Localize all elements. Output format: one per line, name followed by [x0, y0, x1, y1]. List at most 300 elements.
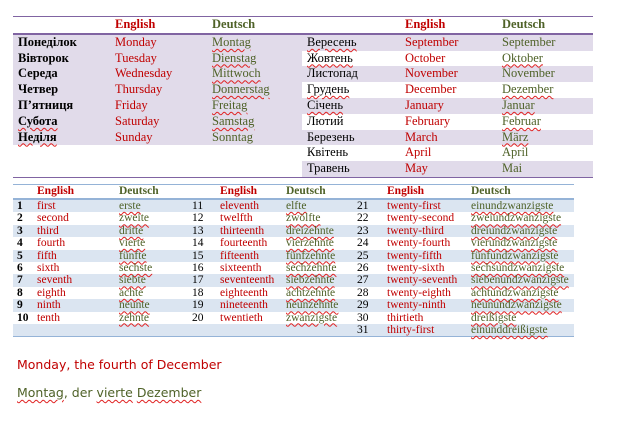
cell-en-day: [110, 145, 207, 161]
cell-n3: [353, 199, 383, 212]
cell-text: 18: [192, 286, 204, 299]
cell-text: sechste: [119, 262, 153, 275]
cell-en-month: [400, 82, 497, 98]
header-english-2: English: [216, 185, 282, 200]
cell-text: Tuesday: [115, 50, 157, 65]
cell-text: Donnerstag: [212, 82, 270, 97]
table-row: [13, 274, 574, 286]
table-row: [13, 34, 593, 51]
cell-text: vierundzwanzigste: [471, 237, 558, 250]
cell-text: Жовтень: [307, 50, 353, 65]
cell-text: Середа: [18, 66, 58, 81]
cell-text: 29: [357, 299, 369, 312]
table-header-row: [13, 185, 574, 200]
table-row: [13, 324, 574, 337]
cell-text: neunundzwanzigste: [471, 299, 562, 312]
cell-text: November: [502, 66, 555, 81]
cell-text: March: [405, 129, 438, 144]
cell-de3: [467, 274, 574, 286]
cell-en1: [33, 212, 115, 224]
header-english-3: English: [383, 185, 467, 200]
cell-text: zweite: [119, 212, 150, 225]
cell-en-day: [110, 161, 207, 177]
cell-ua-month: [302, 114, 400, 130]
cell-text: neunte: [119, 299, 150, 312]
cell-de2: [282, 287, 353, 299]
cell-de1: [115, 299, 188, 311]
cell-text: 4: [17, 237, 23, 250]
cell-n1: [13, 274, 33, 286]
cell-text: 2: [17, 212, 23, 225]
cell-text: tenth: [37, 311, 60, 324]
cell-de1: [115, 312, 188, 324]
header-english: English: [110, 17, 207, 34]
cell-ua-day: [13, 145, 110, 161]
cell-ua-month: [302, 66, 400, 82]
cell-text: 14: [192, 237, 204, 250]
cell-en3: [383, 274, 467, 286]
cell-de1: [115, 225, 188, 237]
cell-n3: [353, 324, 383, 337]
cell-text: first: [37, 200, 56, 212]
cell-n3: [353, 287, 383, 299]
cell-text: 22: [357, 212, 369, 225]
cell-de1: [115, 237, 188, 249]
cell-ua-month: [302, 98, 400, 114]
cell-n3: [353, 312, 383, 324]
cell-en2: [216, 212, 282, 224]
cell-en3: [383, 250, 467, 262]
cell-text: twenty-seventh: [387, 274, 458, 287]
cell-de-day: [207, 130, 302, 146]
cell-text: Monday: [115, 34, 157, 49]
cell-de-month: [497, 145, 593, 161]
cell-en2: [216, 262, 282, 274]
cell-n2: [188, 324, 216, 337]
cell-text: März: [502, 129, 529, 144]
cell-en2: [216, 237, 282, 249]
cell-text: Friday: [115, 97, 148, 112]
cell-de2: [282, 250, 353, 262]
cell-en-day: [110, 34, 207, 51]
cell-de3: [467, 312, 574, 324]
cell-text: sixth: [37, 262, 60, 275]
cell-text: zwölfte: [286, 212, 321, 225]
cell-text: seventeenth: [220, 274, 275, 287]
cell-text: 28: [357, 286, 369, 299]
cell-text: siebte: [119, 274, 146, 287]
cell-en1: [33, 312, 115, 324]
cell-en-day: [110, 130, 207, 146]
cell-text: 16: [192, 262, 204, 275]
cell-de2: [282, 312, 353, 324]
cell-text: thirty-first: [387, 324, 435, 337]
table-row: [13, 82, 593, 98]
cell-text: Четвер: [18, 82, 59, 97]
cell-n1: [13, 237, 33, 249]
cell-text: twelfth: [220, 212, 253, 225]
cell-text: 30: [357, 311, 369, 324]
cell-text: 15: [192, 249, 204, 262]
cell-text: Wednesday: [115, 66, 173, 81]
cell-ua-day: [13, 82, 110, 98]
cell-text: twenty-fifth: [387, 249, 442, 262]
cell-text: sechsundzwanzigste: [471, 262, 565, 275]
cell-text: 25: [357, 249, 369, 262]
cell-text: Januar: [502, 97, 535, 112]
cell-n1: [13, 212, 33, 224]
cell-text: 10: [17, 311, 29, 324]
cell-de3: [467, 287, 574, 299]
cell-text: Понеділок: [18, 34, 77, 49]
table-row: [13, 98, 593, 114]
cell-de2: [282, 237, 353, 249]
cell-ua-month: [302, 145, 400, 161]
cell-de2: [282, 212, 353, 224]
cell-de-day: [207, 161, 302, 177]
cell-ua-day: [13, 51, 110, 67]
cell-n2: [188, 237, 216, 249]
cell-text: 13: [192, 224, 204, 237]
cell-n2: [188, 199, 216, 212]
cell-en2: [216, 324, 282, 337]
cell-de1: [115, 212, 188, 224]
cell-de-month: [497, 98, 593, 114]
cell-de-month: [497, 130, 593, 146]
cell-de-month: [497, 34, 593, 51]
cell-text: April: [502, 145, 529, 160]
cell-text: fünfte: [119, 249, 147, 262]
cell-de2: [282, 274, 353, 286]
cell-text: achtundzwanzigste: [471, 286, 559, 299]
cell-de2: [282, 199, 353, 212]
cell-de1: [115, 262, 188, 274]
cell-text: October: [405, 50, 446, 65]
cell-text: fourteenth: [220, 237, 268, 250]
table-row: [13, 66, 593, 82]
cell-n2: [188, 299, 216, 311]
cell-de-month: [497, 114, 593, 130]
cell-text: 17: [192, 274, 204, 287]
cell-text: September: [405, 34, 459, 49]
cell-n3: [353, 274, 383, 286]
cell-de-month: [497, 66, 593, 82]
cell-text: November: [405, 66, 458, 81]
cell-n3: [353, 250, 383, 262]
cell-de1: [115, 287, 188, 299]
cell-de-month: [497, 51, 593, 67]
cell-n2: [188, 312, 216, 324]
table-row: [13, 212, 574, 224]
cell-text: 20: [192, 311, 204, 324]
cell-n2: [188, 274, 216, 286]
cell-en3: [383, 199, 467, 212]
cell-text: ninth: [37, 299, 61, 312]
cell-text: 9: [17, 299, 23, 312]
cell-text: zwanzigste: [286, 311, 338, 324]
cell-text: siebzehnte: [286, 274, 335, 287]
cell-text: sixteenth: [220, 262, 262, 275]
cell-text: Mittwoch: [212, 66, 261, 81]
cell-n2: [188, 262, 216, 274]
cell-text: 26: [357, 262, 369, 275]
cell-text: Thursday: [115, 82, 163, 97]
table-row: [13, 312, 574, 324]
cell-en2: [216, 225, 282, 237]
cell-de3: [467, 212, 574, 224]
cell-de-day: [207, 34, 302, 51]
cell-text: 24: [357, 237, 369, 250]
cell-de-month: [497, 161, 593, 177]
cell-text: twenty-first: [387, 200, 441, 212]
cell-n1: [13, 299, 33, 311]
cell-text: 31: [357, 324, 369, 337]
cell-n2: [188, 225, 216, 237]
cell-de3: [467, 324, 574, 337]
cell-en1: [33, 250, 115, 262]
cell-n2: [188, 287, 216, 299]
cell-en1: [33, 225, 115, 237]
cell-de3: [467, 250, 574, 262]
cell-text: Dienstag: [212, 50, 257, 65]
cell-de1: [115, 324, 188, 337]
cell-text: Freitag: [212, 97, 248, 112]
cell-text: siebenundzwanzigste: [471, 274, 569, 287]
header-deutsch-months: Deutsch: [497, 17, 593, 34]
cell-de-month: [497, 82, 593, 98]
cell-text: fourth: [37, 237, 66, 250]
cell-en1: [33, 199, 115, 212]
cell-en-month: [400, 66, 497, 82]
cell-text: vierzehnte: [286, 237, 334, 250]
table-row: [13, 199, 574, 212]
cell-en-day: [110, 66, 207, 82]
cell-text: 7: [17, 274, 23, 287]
cell-en2: [216, 250, 282, 262]
cell-de-day: [207, 145, 302, 161]
cell-text: 8: [17, 286, 23, 299]
cell-text: Februar: [502, 113, 541, 128]
table-row: [13, 299, 574, 311]
cell-en3: [383, 312, 467, 324]
table-row: [13, 250, 574, 262]
header-deutsch-2: Deutsch: [282, 185, 353, 200]
cell-en2: [216, 312, 282, 324]
cell-text: fünfundzwanzigste: [471, 249, 559, 262]
cell-text: Березень: [307, 129, 355, 144]
cell-ua-month: [302, 161, 400, 177]
cell-text: fifteenth: [220, 249, 259, 262]
cell-text: achte: [119, 286, 144, 299]
header-english-months: English: [400, 17, 497, 34]
word-montag: Montag: [17, 385, 64, 400]
header-deutsch-1: Deutsch: [115, 185, 188, 200]
cell-n1: [13, 324, 33, 337]
cell-de-day: [207, 66, 302, 82]
cell-ua-month: [302, 130, 400, 146]
cell-en2: [216, 299, 282, 311]
cell-de3: [467, 299, 574, 311]
cell-text: elfte: [286, 200, 307, 212]
cell-en3: [383, 212, 467, 224]
cell-n3: [353, 212, 383, 224]
cell-text: dreißigste: [471, 311, 517, 324]
cell-text: 23: [357, 224, 369, 237]
cell-en3: [383, 299, 467, 311]
cell-text: December: [405, 82, 457, 97]
cell-text: third: [37, 224, 59, 237]
cell-de2: [282, 262, 353, 274]
table-row: [13, 114, 593, 130]
cell-de-day: [207, 82, 302, 98]
example-sentence-deutsch: [17, 385, 201, 400]
cell-en-month: [400, 161, 497, 177]
header-deutsch-3: Deutsch: [467, 185, 574, 200]
cell-n1: [13, 250, 33, 262]
cell-de2: [282, 324, 353, 337]
cell-text: twenty-second: [387, 212, 455, 225]
cell-de3: [467, 199, 574, 212]
cell-de-day: [207, 98, 302, 114]
cell-text: zehnte: [119, 311, 150, 324]
table-row: [13, 51, 593, 67]
cell-text: Mai: [502, 161, 523, 176]
cell-en-month: [400, 130, 497, 146]
cell-text: 1: [17, 200, 23, 212]
cell-ua-day: [13, 114, 110, 130]
cell-en-month: [400, 114, 497, 130]
cell-en-day: [110, 98, 207, 114]
cell-text: second: [37, 212, 69, 225]
cell-text: dreiundzwanzigste: [471, 224, 558, 237]
cell-n3: [353, 237, 383, 249]
cell-text: twenty-ninth: [387, 299, 446, 312]
cell-text: twenty-third: [387, 224, 444, 237]
cell-text: Sonntag: [212, 129, 253, 144]
text-der: , der: [63, 385, 97, 400]
cell-n1: [13, 225, 33, 237]
cell-en2: [216, 199, 282, 212]
cell-text: einunddreißigste: [471, 324, 548, 337]
cell-text: Грудень: [307, 82, 350, 97]
cell-text: Квітень: [307, 145, 349, 160]
cell-text: dritte: [119, 224, 144, 237]
cell-n1: [13, 312, 33, 324]
cell-text: achtzehnte: [286, 286, 336, 299]
table-row: [13, 225, 574, 237]
cell-text: Субота: [18, 113, 58, 128]
cell-text: П’ятниця: [18, 97, 74, 112]
cell-text: sechzehnte: [286, 262, 337, 275]
cell-text: 6: [17, 262, 23, 275]
cell-text: Вересень: [307, 34, 357, 49]
table-row: [13, 161, 593, 177]
cell-text: twenty-sixth: [387, 262, 445, 275]
days-months-table: [13, 16, 593, 178]
ordinals-table: [13, 184, 574, 337]
cell-en-month: [400, 145, 497, 161]
cell-text: erste: [119, 200, 141, 212]
cell-text: January: [405, 97, 444, 112]
cell-n3: [353, 262, 383, 274]
cell-text: 11: [192, 200, 204, 212]
cell-text: eighth: [37, 286, 66, 299]
cell-text: Montag: [212, 34, 251, 49]
cell-text: 5: [17, 249, 23, 262]
cell-en-month: [400, 51, 497, 67]
cell-ua-day: [13, 34, 110, 51]
cell-text: 27: [357, 274, 369, 287]
cell-ua-day: [13, 130, 110, 146]
cell-text: thirteenth: [220, 224, 265, 237]
cell-text: einundzwanzigste: [471, 200, 554, 212]
cell-en3: [383, 287, 467, 299]
cell-text: nineteenth: [220, 299, 268, 312]
cell-de2: [282, 225, 353, 237]
cell-text: vierte: [119, 237, 146, 250]
table-header-row: [13, 17, 593, 34]
cell-text: twenty-eighth: [387, 286, 451, 299]
cell-en3: [383, 262, 467, 274]
cell-text: dreizehnte: [286, 224, 334, 237]
header-deutsch: Deutsch: [207, 17, 302, 34]
cell-ua-day: [13, 98, 110, 114]
cell-de1: [115, 250, 188, 262]
cell-de1: [115, 274, 188, 286]
table-row: [13, 262, 574, 274]
cell-text: May: [405, 161, 428, 176]
cell-en1: [33, 262, 115, 274]
cell-en1: [33, 299, 115, 311]
cell-ua-month: [302, 82, 400, 98]
cell-ua-day: [13, 161, 110, 177]
cell-text: Saturday: [115, 113, 160, 128]
cell-text: 3: [17, 224, 23, 237]
cell-de3: [467, 225, 574, 237]
word-vierte: vierte: [96, 385, 133, 400]
cell-text: Oktober: [502, 50, 543, 65]
cell-en3: [383, 324, 467, 337]
cell-de-day: [207, 51, 302, 67]
cell-en3: [383, 237, 467, 249]
cell-text: fifth: [37, 249, 57, 262]
cell-text: zweiundzwanzigste: [471, 212, 562, 225]
cell-text: Sunday: [115, 129, 153, 144]
cell-en-month: [400, 34, 497, 51]
cell-en-day: [110, 114, 207, 130]
cell-text: 19: [192, 299, 204, 312]
cell-n1: [13, 287, 33, 299]
table-row: [13, 287, 574, 299]
cell-de-day: [207, 114, 302, 130]
cell-text: seventh: [37, 274, 73, 287]
cell-text: fünfzehnte: [286, 249, 336, 262]
cell-n1: [13, 199, 33, 212]
cell-text: twenty-fourth: [387, 237, 451, 250]
cell-n3: [353, 225, 383, 237]
word-dezember: Dezember: [136, 385, 202, 400]
cell-text: Samstag: [212, 113, 255, 128]
cell-en1: [33, 274, 115, 286]
cell-en-day: [110, 51, 207, 67]
cell-en1: [33, 324, 115, 337]
cell-en2: [216, 274, 282, 286]
cell-ua-day: [13, 66, 110, 82]
cell-en1: [33, 237, 115, 249]
cell-text: Dezember: [502, 82, 554, 97]
table-row: [13, 145, 593, 161]
cell-en-month: [400, 98, 497, 114]
